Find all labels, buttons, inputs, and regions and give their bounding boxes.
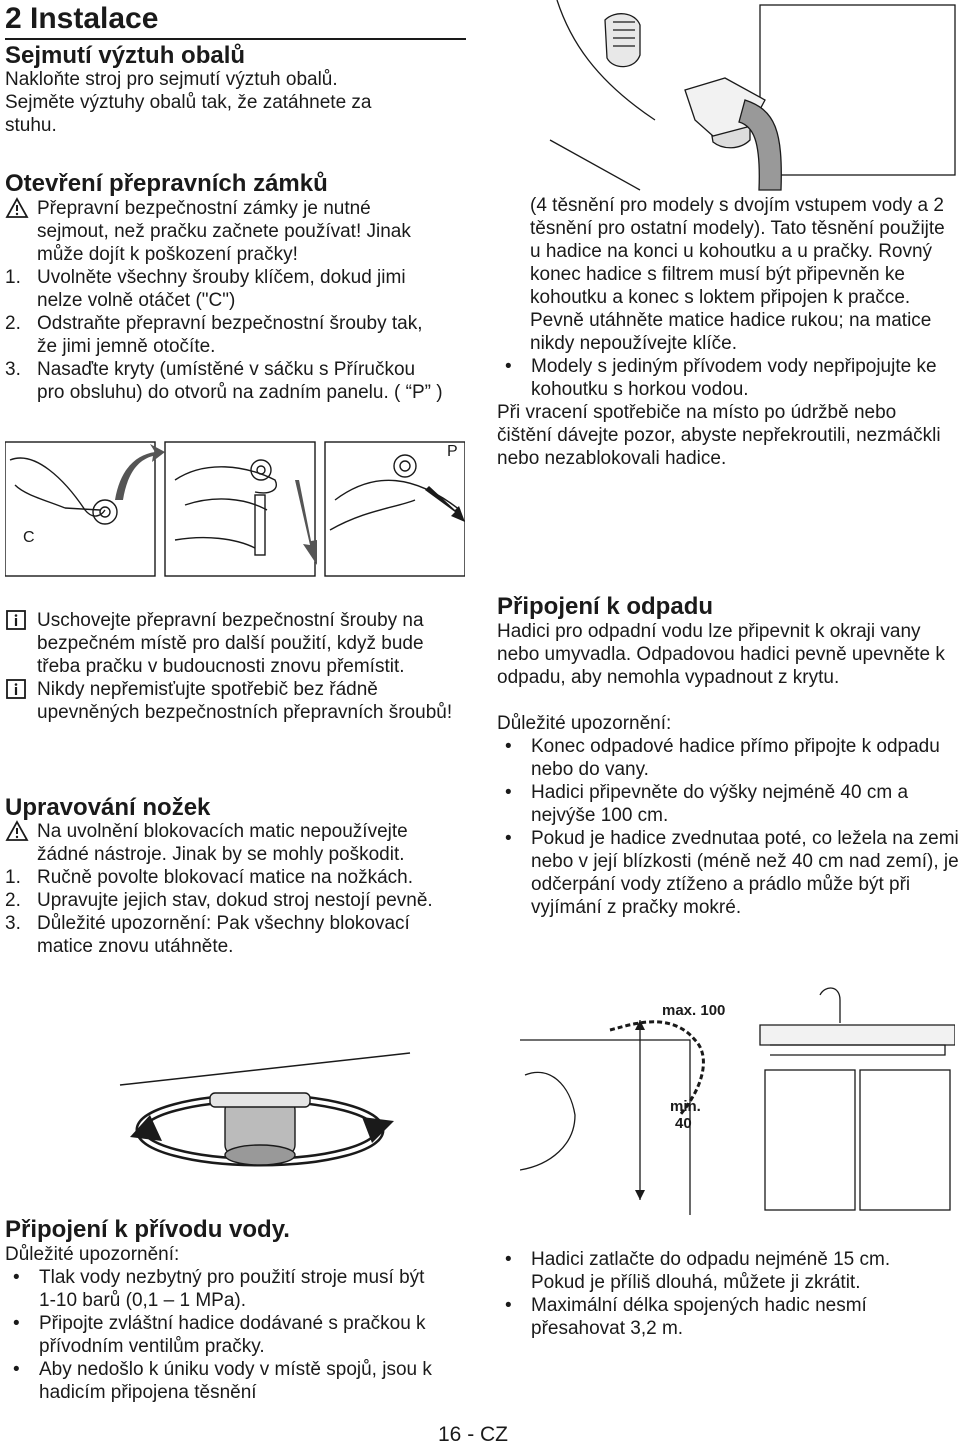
bullet-text: Pokud je hadice zvednutaa poté, co ležela na zemi nebo v její blízkosti (méně než 40 cm nad zemí), je odčerpání vody ztíženo a prádlo může být při vyjímání z pračky mokré. [531, 828, 959, 918]
water-supply-text [5, 1243, 435, 1404]
step-number: 3. [5, 359, 21, 380]
drain-bullet [497, 827, 959, 919]
water-supply-bullet [5, 1312, 435, 1358]
water-supply-bullet [5, 1358, 435, 1404]
info-icon [5, 609, 35, 631]
bullet-text: Konec odpadové hadice přímo připojte k odpadu nebo do vany. [531, 736, 940, 780]
info-icon [5, 678, 35, 700]
figure-label-p: P [447, 443, 458, 460]
step-number: 2. [5, 313, 21, 334]
packaging-line: Sejměte výztuhy obalů tak, že zatáhnete za stuhu. [5, 92, 372, 136]
drain-height-figure [520, 985, 955, 1215]
info-text: Uschovejte přepravní bezpečnostní šrouby na bezpečném místě pro další použití, když bude třeba pračku v budoucnosti znovu přemístit. [37, 610, 424, 677]
lock-removal-figure [5, 440, 465, 580]
step-text: Nasaďte kryty (umístěné v sáčku s Příručkou pro obsluhu) do otvorů na zadním panelu. ( “P” ) [37, 359, 443, 403]
bullet-text: Tlak vody nezbytný pro použití stroje musí být 1-10 barů (0,1 – 1 MPa). [39, 1267, 425, 1311]
info-text: Nikdy nepřemisťujte spotřebič bez řádně upevněných bezpečnostních přepravních šroubů! [37, 679, 453, 723]
bullet-text: Hadici připevněte do výšky nejméně 40 cm a nejvýše 100 cm. [531, 782, 909, 826]
packaging-text [5, 68, 425, 137]
step-text: Ručně povolte blokovací matice na nožkách. [37, 867, 413, 888]
continuation-text: (4 těsnění pro modely s dvojím vstupem vody a 2 těsnění pro ostatní modely). Tato těsnění použijte u hadice na konci u kohoutku a u pračky. Rovný konec hadice s filtrem musí být připevněn ke kohoutku a konec s loktem připojen k pračce. Pevně utáhněte matice hadice rukou; na matice nikdy nepoužívejte klíče. [530, 195, 945, 354]
section-title-drain: Připojení k odpadu [497, 593, 714, 620]
drain-bullet [497, 1248, 937, 1294]
maintenance-para: Při vracení spotřebiče na místo po údržbě nebo čištění dávejte pozor, abyste nepřekroutili, nezmáčkli nebo nezablokovali hadice. [497, 402, 941, 469]
step-text: Upravujte jejich stav, dokud stroj nestojí pevně. [37, 890, 433, 911]
single-inlet-bullet [497, 355, 947, 401]
packaging-line: Nakloňte stroj pro sejmutí výztuh obalů. [5, 69, 338, 90]
drain-text [497, 620, 959, 919]
locks-step [5, 358, 445, 404]
feet-step [5, 889, 435, 912]
locks-info [5, 609, 455, 724]
foot-adjust-figure [110, 1045, 420, 1185]
feet-step [5, 866, 435, 889]
drain-text-bottom [497, 1248, 937, 1340]
section-title-locks: Otevření přepravních zámků [5, 170, 328, 197]
info-note [5, 678, 455, 724]
locks-warning-text: Přepravní bezpečnostní zámky je nutné sejmout, než pračku začnete používat! Jinak může dojít k poškození pračky! [37, 198, 411, 265]
feet-step [5, 912, 435, 958]
step-number: 1. [5, 867, 21, 888]
water-supply-note: Důležité upozornění: [5, 1244, 180, 1265]
info-note [5, 609, 455, 678]
drain-bullet [497, 781, 959, 827]
water-supply-continued [497, 194, 947, 470]
step-number: 3. [5, 913, 21, 934]
figure-label-max: max. 100 [662, 1002, 726, 1019]
water-supply-bullet [5, 1266, 435, 1312]
bullet-text: Modely s jediným přívodem vody nepřipojujte ke kohoutku s horkou vodou. [531, 356, 937, 400]
warning-icon [5, 820, 35, 842]
figure-label-min-value: 40 [675, 1115, 692, 1132]
bullet-text: Připojte zvláštní hadice dodávané s pračkou k přívodním ventilům pračky. [39, 1313, 426, 1357]
feet-warning-text: Na uvolnění blokovacích matic nepoužívejte žádné nástroje. Jinak by se mohly poškodit. [37, 821, 408, 865]
step-text: Uvolněte všechny šrouby klíčem, dokud jimi nelze volně otáčet ("C") [37, 267, 406, 311]
drain-bullet [497, 1294, 937, 1340]
figure-label-c: C [23, 529, 35, 546]
drain-para: Hadici pro odpadní vodu lze připevnit k okraji vany nebo umyvadla. Odpadovou hadici pevně upevněte k odpadu, aby nemohla vypadnout z krytu. [497, 621, 945, 688]
locks-step [5, 312, 445, 358]
hose-connection-figure [545, 0, 960, 195]
bullet-text: Aby nedošlo k úniku vody v místě spojů, jsou k hadicím připojena těsnění [39, 1359, 432, 1403]
locks-warning [5, 197, 445, 266]
bullet-text: Hadici zatlačte do odpadu nejméně 15 cm. Pokud je příliš dlouhá, můžete ji zkrátit. [531, 1249, 891, 1293]
step-text: Důležité upozornění: Pak všechny blokovací matice znovu utáhněte. [37, 913, 410, 957]
figure-label-min: min. [670, 1098, 701, 1115]
warning-icon [5, 197, 35, 219]
drain-bullet [497, 735, 959, 781]
step-number: 1. [5, 267, 21, 288]
locks-step [5, 266, 445, 312]
bullet-text: Maximální délka spojených hadic nesmí přesahovat 3,2 m. [531, 1295, 867, 1339]
page-number: 16 - CZ [438, 1423, 509, 1446]
chapter-rule [5, 38, 466, 40]
locks-text [5, 197, 445, 404]
chapter-title: 2 Instalace [5, 2, 159, 35]
section-title-packaging: Sejmutí výztuh obalů [5, 42, 246, 69]
section-title-feet: Upravování nožek [5, 794, 211, 821]
feet-warning [5, 820, 435, 866]
section-title-water-supply: Připojení k přívodu vody. [5, 1216, 290, 1243]
feet-text [5, 820, 435, 958]
step-text: Odstraňte přepravní bezpečnostní šrouby tak, že jimi jemně otočíte. [37, 313, 423, 357]
step-number: 2. [5, 890, 21, 911]
drain-note: Důležité upozornění: [497, 713, 672, 734]
